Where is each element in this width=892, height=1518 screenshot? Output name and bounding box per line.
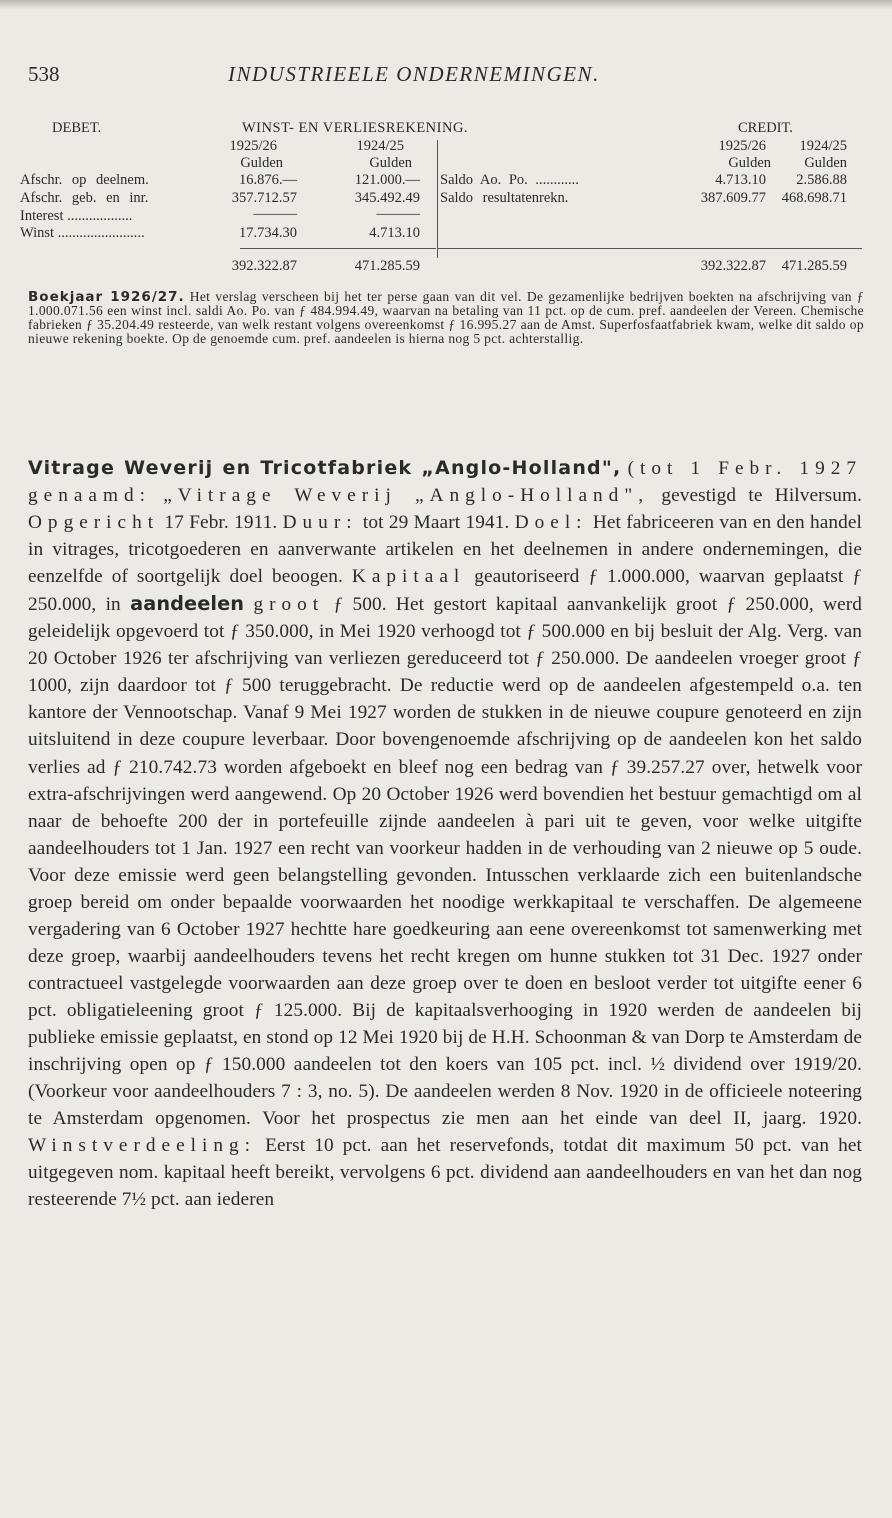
company-title: Vitrage Weverij en Tricotfabriek „Anglo-Holland", — [28, 457, 622, 479]
debit-row-label: Afschr. geb. en inr. — [20, 190, 149, 206]
credit-total-rule — [438, 248, 862, 249]
credit-row-value: 387.609.77 — [700, 190, 766, 206]
debit-row-value: ——— — [253, 206, 297, 222]
debit-row-value: 17.734.30 — [239, 225, 297, 241]
debit-row-value: ——— — [376, 206, 420, 222]
debit-row-value: 4.713.10 — [369, 225, 420, 241]
debit-row-value: 357.712.57 — [231, 190, 297, 206]
debit-row-value: 16.876.— — [239, 172, 297, 188]
credit-unit-2: Gulden — [804, 155, 847, 171]
opgericht-date: 17 Febr. 1911. — [164, 512, 278, 534]
winstverdeeling-label: Winstverdeeling: — [28, 1135, 257, 1157]
credit-label: CREDIT. — [738, 120, 793, 136]
debit-row-value: 121.000.— — [354, 172, 420, 188]
kapitaal-text: geautoriseerd ƒ 1.000.000, waarvan geplaatst ƒ 250.000, in — [28, 566, 862, 616]
credit-total: 471.285.59 — [781, 258, 847, 274]
credit-row-label: Saldo resultatenrekn. — [440, 190, 569, 206]
credit-year-1: 1925/26 — [718, 138, 766, 154]
credit-row-value: 4.713.10 — [715, 172, 766, 188]
kapitaal-label: Kapitaal — [351, 566, 466, 588]
credit-total: 392.322.87 — [700, 258, 766, 274]
boekjaar-text: Het verslag verscheen bij het ter perse gaan van dit vel. De gezamenlijke bedrijven boekten na afschrijving van ƒ 1.000.071.56 een winst incl. saldi Ao. Po. van ƒ 484.994.49, waarvan na betaling van 11 pct. op de cum. pref. aandeelen der Vereen. Chemische fabrieken ƒ 35.204.49 resteerde, van welk restant volgens overeenkomst ƒ 16.995.27 aan de Amst. Superfosfaatfabriek kwam, welke dit saldo op nieuwe rekening boekte. Op de genoemde cum. pref. aandeelen is hierna nog 5 pct. achterstallig. — [28, 289, 864, 347]
former-name: „Vitrage Weverij „Anglo-Holland", — [163, 485, 650, 507]
doel-label: Doel: — [514, 512, 588, 534]
debit-year-1: 1925/26 — [229, 138, 277, 154]
aandeelen-label: aandeelen — [130, 592, 245, 616]
debit-unit-2: Gulden — [369, 155, 412, 171]
debit-year-2: 1924/25 — [356, 138, 404, 154]
page-number: 538 — [28, 62, 60, 86]
seat: gevestigd te Hilversum. — [661, 485, 863, 507]
opgericht-label: Opgericht — [28, 512, 160, 534]
boekjaar-label: Boekjaar 1926/27. — [28, 289, 185, 305]
duur-label: Duur: — [282, 512, 358, 534]
debit-row-label: Interest .................. — [20, 208, 133, 224]
running-title: INDUSTRIEELE ONDERNEMINGEN. — [228, 62, 600, 86]
debit-total: 392.322.87 — [231, 258, 297, 274]
debit-unit-1: Gulden — [240, 155, 283, 171]
debit-row-label: Winst ........................ — [20, 225, 145, 241]
credit-unit-1: Gulden — [728, 155, 771, 171]
duur-text: tot 29 Maart 1941. — [362, 512, 510, 534]
debit-total-rule — [240, 248, 436, 249]
winstverdeeling-text: Eerst 10 pct. aan het reservefonds, totdat dit maximum 50 pct. van het uitgegeven nom. kapitaal heeft bereikt, vervolgens 6 pct. dividend aan aandeelhouders en van het dan nog resteerende 7½ pct. aan iederen — [28, 1135, 862, 1211]
aandeelen-text: ƒ 500. Het gestort kapitaal aanvankelijk groot ƒ 250.000, werd geleidelijk opgevoerd tot ƒ 350.000, in Mei 1920 verhoogd tot ƒ 500.000 en bij besluit der Alg. Verg. van 20 October 1926 ter afschrijving van verliezen gereduceerd tot ƒ 250.000. De aandeelen vroeger groot ƒ 1000, zijn daardoor tot ƒ 500 teruggebracht. De reductie werd op de aandeelen afgestempeld o.a. ten kantore der Vennootschap. Vanaf 9 Mei 1927 worden de stukken in de nieuwe coupure genoteerd en zijn uitsluitend in deze coupure leverbaar. Door bovengenoemde afschrijving op de aandeelen kon het saldo verlies ad ƒ 210.742.73 worden afgeboekt en bleef nog een bedrag van ƒ 39.257.27 over, hetwelk voor extra-afschrijvingen werd aangewend. Op 20 October 1926 werd bovendien het bestuur gemachtigd om al naar de behoefte 200 der in portefeuille zijnde aandeelen à pari uit te geven, voor welke uitgifte aandeelhouders tot 1 Jan. 1927 een recht van voorkeur hadden in de verhouding van 2 nieuwe op 5 oude. Voor deze emissie werd geen belangstelling gevonden. Intusschen verklaarde zich een buitenlandsche groep bereid om onder bepaalde voorwaarden het noodige werkkapitaal te verschaffen. De algemeene vergadering van 6 October 1927 hechtte hare goedkeuring aan eene overeenkomst tot samenwerking met deze groep, waarbij aandeelhouders tevens het recht kregen om hunne stukken tot 31 Dec. 1927 onder contractueel vastgelegde voorwaarden aan deze groep over te doen en besloot verder tot uitgifte eener 6 pct. obligatieleening groot ƒ 125.000. Bij de kapitaalsverhooging in 1920 werden de aandeelen bij publieke emissie geplaatst, en stond op 12 Mei 1920 bij de H.H. Schoonman & van Dorp te Amsterdam de inschrijving open op ƒ 150.000 aandeelen tot den koers van 105 pct. incl. ½ dividend over 1919/20. (Voorkeur voor aandeelhouders 7 : 3, no. 5). De aandeelen werden 8 Nov. 1920 in de officieele noteering te Amsterdam opgenomen. Voor het prospectus zie men aan het einde van deel II, jaarg. 1920. — [28, 594, 863, 1130]
groot-label: groot — [253, 594, 325, 616]
debet-label: DEBET. — [52, 120, 102, 136]
debit-row-value: 345.492.49 — [354, 190, 420, 206]
credit-row-value: 2.586.88 — [796, 172, 847, 188]
company-entry — [28, 455, 862, 1213]
ledger-divider — [437, 140, 438, 258]
credit-year-2: 1924/25 — [799, 138, 847, 154]
profit-loss-account — [0, 0, 892, 290]
ledger-heading: WINST- EN VERLIESREKENING. — [242, 120, 469, 136]
credit-row-label: Saldo Ao. Po. ............ — [440, 172, 579, 188]
credit-row-value: 468.698.71 — [781, 190, 847, 206]
former-name-intro: (tot 1 Febr. 1927 genaamd: — [28, 458, 862, 507]
doel-text: Het fabriceeren van en den handel in vitrages, tricotgoederen en aanverwante artikelen en het deelnemen in andere ondernemingen, die eenzelfde of soortgelijk doel beoogen. — [28, 512, 863, 588]
debit-row-label: Afschr. op deelnem. — [20, 172, 149, 188]
boekjaar-paragraph — [28, 290, 864, 346]
debit-total: 471.285.59 — [354, 258, 420, 274]
